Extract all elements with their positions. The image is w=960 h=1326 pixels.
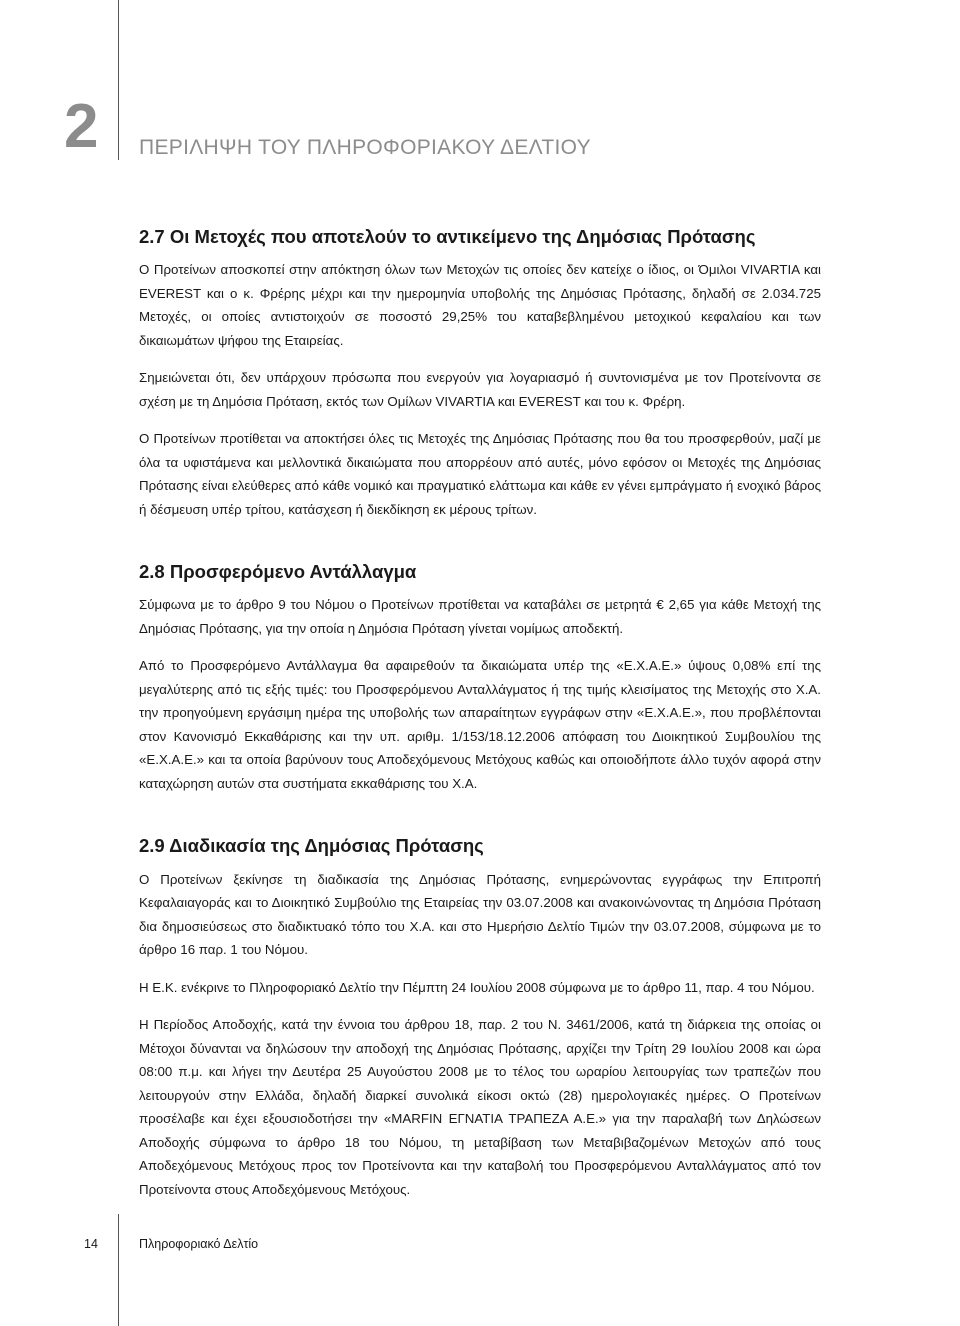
section-2-8 xyxy=(139,561,821,795)
section-heading: 2.8 Προσφερόμενο Αντάλλαγμα xyxy=(139,561,417,583)
header-divider-line xyxy=(118,0,119,160)
section-spacer xyxy=(139,535,821,561)
main-content xyxy=(139,226,821,1215)
paragraph: Από το Προσφερόμενο Αντάλλαγμα θα αφαιρεθούν τα δικαιώματα υπέρ της «Ε.Χ.Α.Ε.» ύψους 0,08% επί της μεγαλύτερης από τις εξής τιμές: του Προσφερόμενου Ανταλλάγματος ή της τιμής κλεισίματος της Μετοχής στο Χ.Α. την προηγούμενη εργάσιμη ημέρα της υποβολής των απαραίτητων εγγράφων στην «Ε.Χ.Α.Ε.», που προβλέπονται στον Κανονισμό Εκκαθάρισης και την υπ. αριθμ. 1/153/18.12.2006 απόφαση του Διοικητικού Συμβουλίου της «Ε.Χ.Α.Ε.» και τα οποία βαρύνουν τους Αποδεχόμενους Μετόχους καθώς και οποιοδήποτε άλλο τυχόν αφορά στην καταχώρηση αυτών στα συστήματα εκκαθάρισης του Χ.Α. xyxy=(139,658,821,791)
chapter-number: 2 xyxy=(64,92,98,161)
paragraph: Ο Προτείνων ξεκίνησε τη διαδικασία της Δημόσιας Πρότασης, ενημερώνοντας εγγράφως την Επιτροπή Κεφαλαιαγοράς και το Διοικητικό Συμβούλιο της Εταιρείας την 03.07.2008 και ανακοινώνοντας τη Δημόσια Πρόταση δια δημοσιεύσεως στο διαδικτυακό τόπο του Χ.Α. και στο Ημερήσιο Δελτίο Τιμών την 03.07.2008, σύμφωνα με το άρθρο 16 παρ. 1 του Νόμου. xyxy=(139,871,821,958)
footer-document-title: Πληροφοριακό Δελτίο xyxy=(139,1237,259,1251)
page-number: 14 xyxy=(84,1237,98,1251)
paragraph: Η Περίοδος Αποδοχής, κατά την έννοια του άρθρου 18, παρ. 2 του Ν. 3461/2006, κατά τη διάρκεια της οποίας οι Μέτοχοι δύνανται να δηλώσουν την αποδοχή της Δημόσιας Πρότασης, αρχίζει την Τρίτη 29 Ιουλίου 2008 και ώρα 08:00 π.μ. και λήγει την Δευτέρα 25 Αυγούστου 2008 με το τέλος του ωραρίου λειτουργίας των τραπεζών που λειτουργούν στην Ελλάδα, δηλαδή διαρκεί συνολικά είκοσι οκτώ (28) ημερολογιακές ημέρες. Ο Προτείνων προσέλαβε και έχει εξουσιοδοτήσει την «MARFIN ΕΓΝΑΤΙΑ ΤΡΑΠΕΖΑ Α.Ε.» για την παραλαβή των Δηλώσεων Αποδοχής σύμφωνα το άρθρο 18 του Νόμου, τη μεταβίβαση των Μεταβιβαζομένων Μετοχών από τους Αποδεχόμενους Μετόχους προς τον Προτείνοντα και την καταβολή του Προσφερόμενου Ανταλλάγματος από τον Προτείνοντα στους Αποδεχόμενους Μετόχους. xyxy=(139,1017,821,1197)
section-2-9 xyxy=(139,835,821,1201)
paragraph: Σύμφωνα με το άρθρο 9 του Νόμου ο Προτείνων προτίθεται να καταβάλει σε μετρητά € 2,65 για κάθε Μετοχή της Δημόσιας Πρότασης, για την οποία η Δημόσια Πρόταση γίνεται νομίμως αποδεκτή. xyxy=(139,597,821,636)
chapter-title: ΠΕΡΙΛΗΨΗ ΤΟΥ ΠΛΗΡΟΦΟΡΙΑΚΟΥ ΔΕΛΤΙΟΥ xyxy=(139,136,591,159)
section-spacer xyxy=(139,809,821,835)
section-heading: 2.7 Οι Μετοχές που αποτελούν το αντικείμενο της Δημόσιας Πρότασης xyxy=(139,226,756,247)
paragraph: Ο Προτείνων αποσκοπεί στην απόκτηση όλων των Μετοχών τις οποίες δεν κατείχε ο ίδιος, οι Όμιλοι VIVARTIA και EVEREST και ο κ. Φρέρης μέχρι και την ημερομηνία υποβολής της Δημόσιας Πρότασης, δηλαδή σε 2.034.725 Μετοχές, οι οποίες αντιστοιχούν σε ποσοστό 29,25% του καταβεβλημένου μετοχικού κεφαλαίου και των δικαιωμάτων ψήφου της Εταιρείας. xyxy=(139,262,821,348)
paragraph: Η Ε.Κ. ενέκρινε το Πληροφοριακό Δελτίο την Πέμπτη 24 Ιουλίου 2008 σύμφωνα με το άρθρο 11, παρ. 4 του Νόμου. xyxy=(139,979,815,995)
section-2-7 xyxy=(139,226,821,521)
paragraph: Σημειώνεται ότι, δεν υπάρχουν πρόσωπα που ενεργούν για λογαριασμό ή συντονισμένα με τον Προτείνοντα σε σχέση με τη Δημόσια Πρόταση, εκτός των Ομίλων VIVARTIA και EVEREST και του κ. Φρέρη. xyxy=(139,370,821,409)
footer-divider-line xyxy=(118,1214,119,1326)
section-heading: 2.9 Διαδικασία της Δημόσιας Πρότασης xyxy=(139,835,484,857)
paragraph: Ο Προτείνων προτίθεται να αποκτήσει όλες τις Μετοχές της Δημόσιας Πρότασης που θα του προσφερθούν, μαζί με όλα τα υφιστάμενα και μελλοντικά δικαιώματα που απορρέουν από αυτές, μόνο εφόσον οι Μετοχές της Δημόσιας Πρότασης είναι ελεύθερες από κάθε νομικό και πραγματικό ελάττωμα και κάθε εν γένει εμπράγματο ή ενοχικό βάρος ή δέσμευση υπέρ τρίτου, κατάσχεση ή διεκδίκηση εκ μέρους τρίτων. xyxy=(139,431,821,517)
